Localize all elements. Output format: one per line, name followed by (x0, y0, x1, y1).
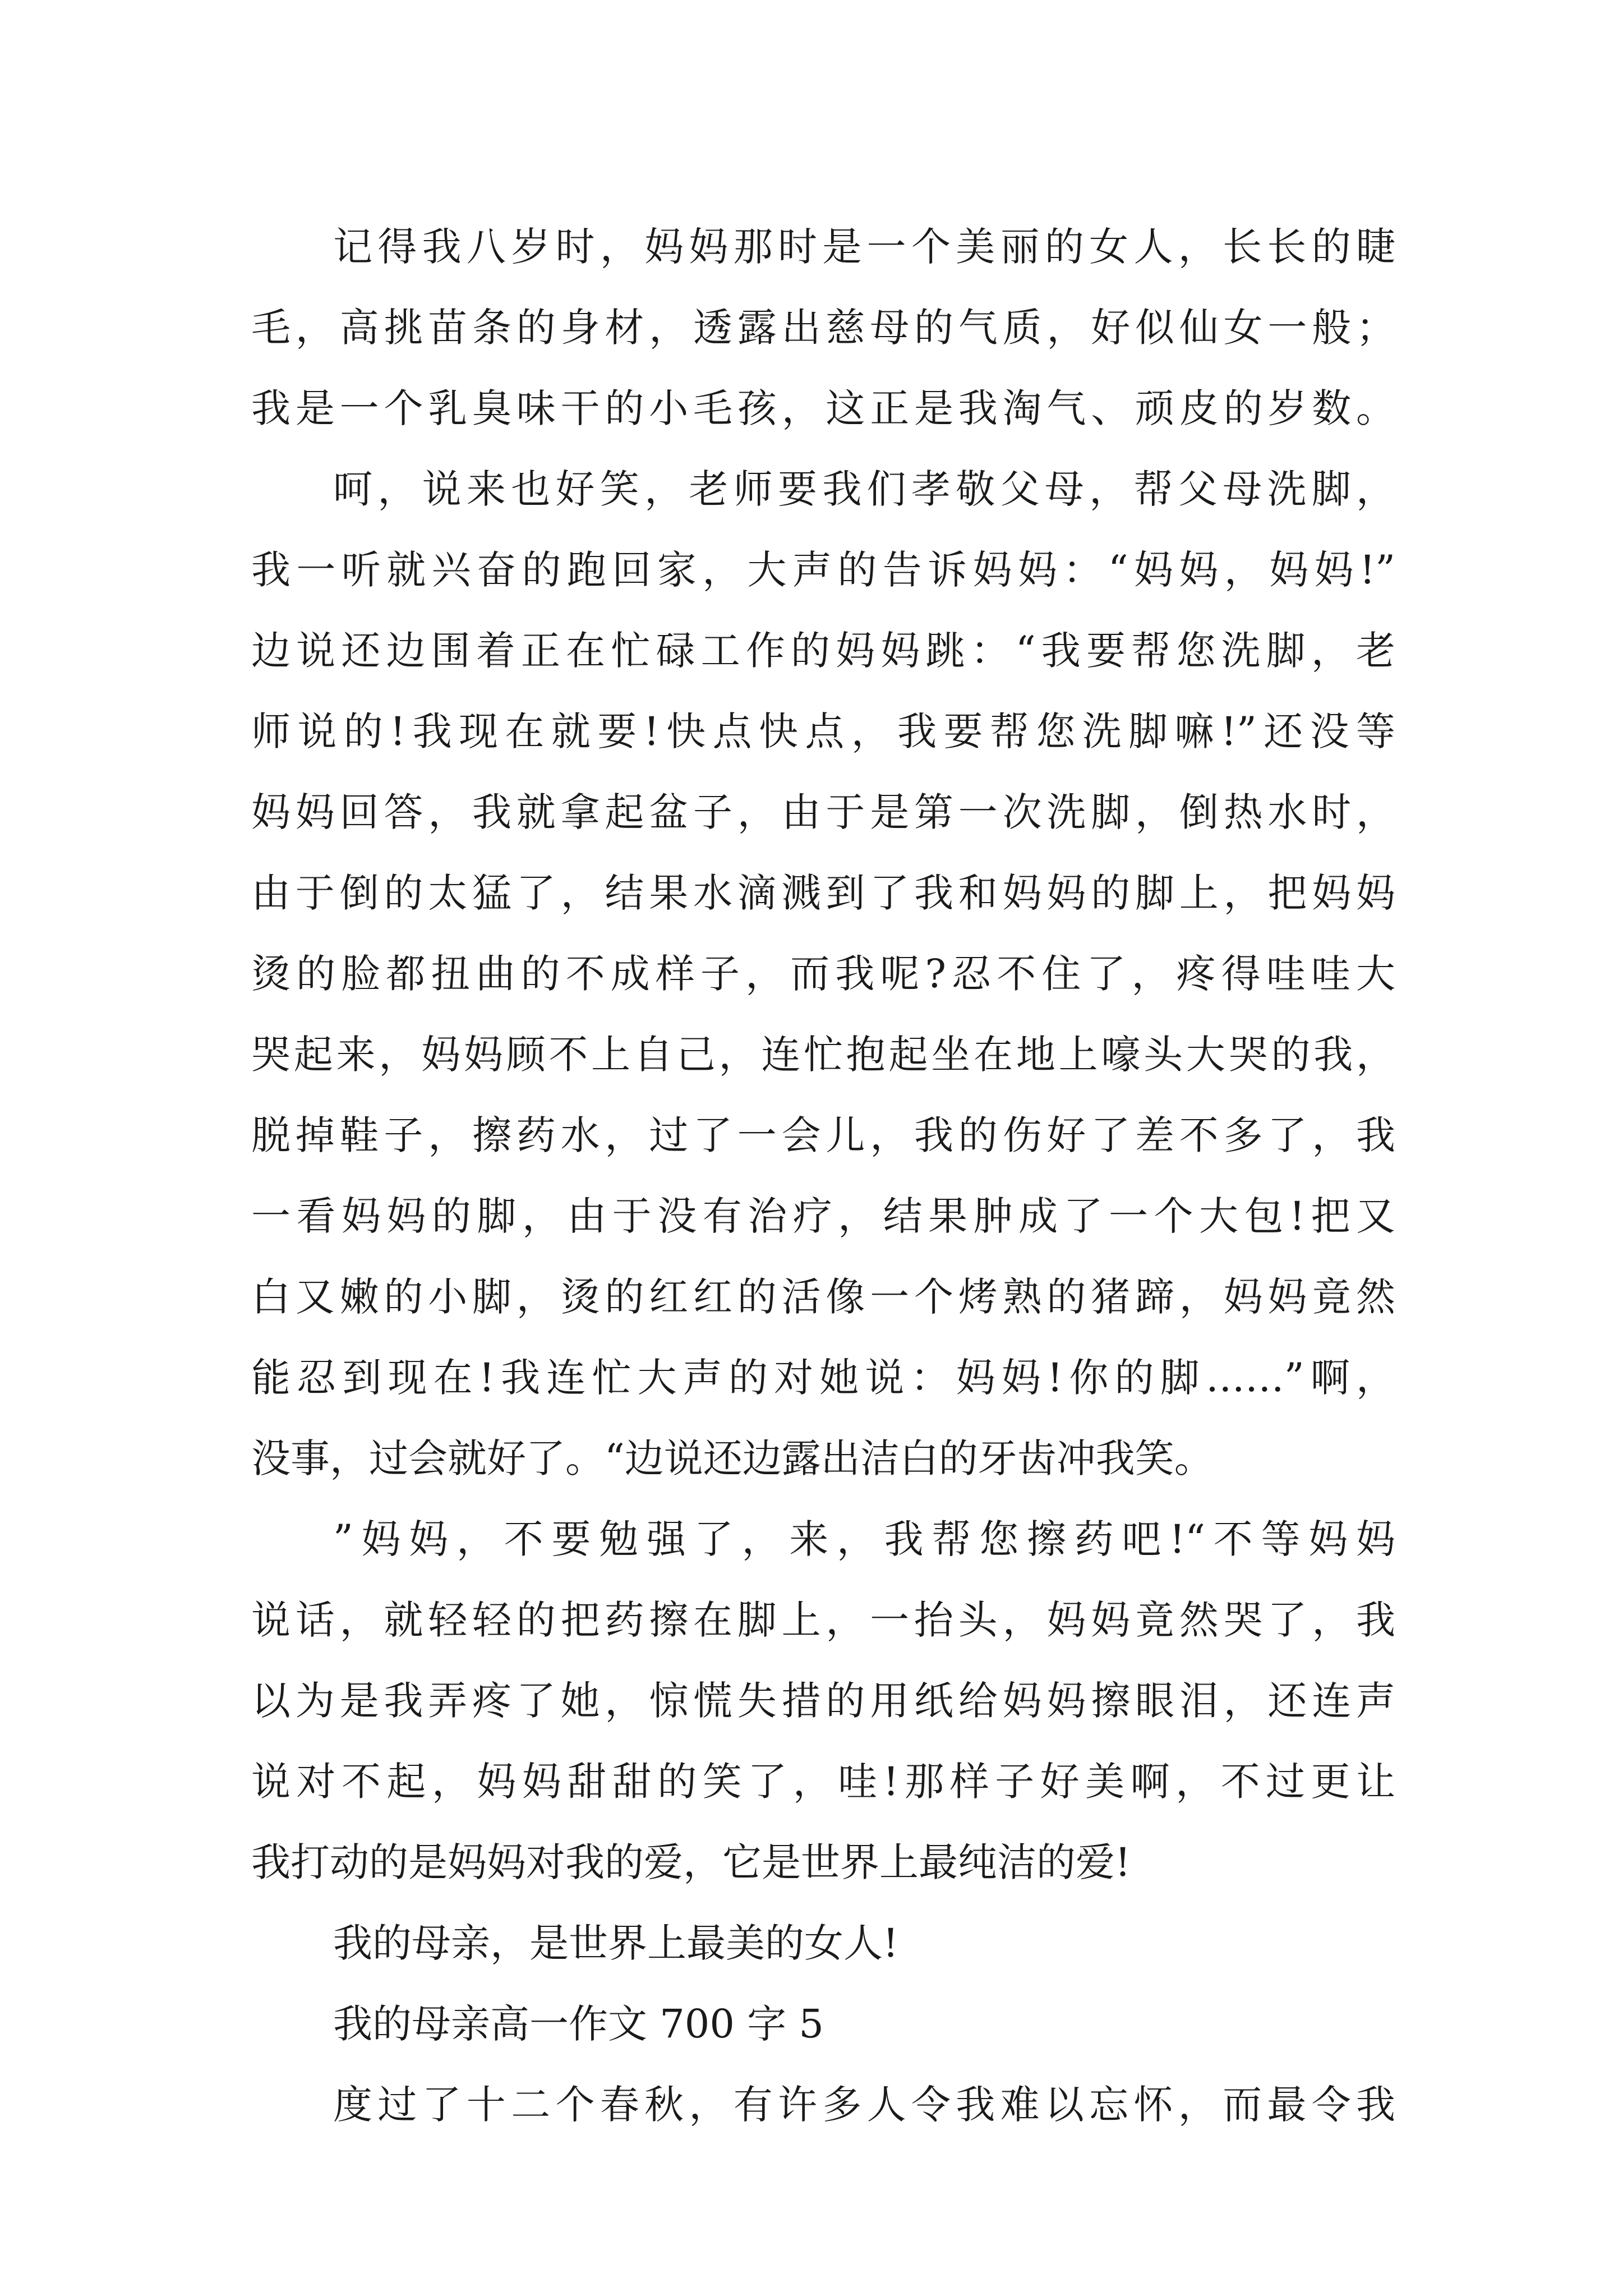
paragraph-line: 师说的!我现在就要!快点快点，我要帮您洗脚嘛!”还没等 (251, 708, 1395, 754)
paragraph-line: 我的母亲，是世界上最美的女人! (333, 1920, 899, 1966)
paragraph-line: 度过了十二个春秋，有许多人令我难以忘怀，而最令我 (333, 2082, 1395, 2128)
paragraph-line: 脱掉鞋子，擦药水，过了一会儿，我的伤好了差不多了，我 (251, 1112, 1395, 1158)
paragraph-line: 哭起来，妈妈顾不上自己，连忙抱起坐在地上嚎头大哭的我， (251, 1032, 1395, 1078)
paragraph-line: 妈妈回答，我就拿起盆子，由于是第一次洗脚，倒热水时， (251, 789, 1395, 835)
paragraph-line: 由于倒的太猛了，结果水滴溅到了我和妈妈的脚上，把妈妈 (251, 870, 1395, 916)
paragraph-line: 以为是我弄疼了她，惊慌失措的用纸给妈妈擦眼泪，还连声 (251, 1678, 1395, 1724)
paragraph-line: 记得我八岁时，妈妈那时是一个美丽的女人，长长的睫 (333, 224, 1395, 270)
paragraph-line: 我是一个乳臭味干的小毛孩，这正是我淘气、顽皮的岁数。 (251, 385, 1395, 431)
paragraph-line: 没事，过会就好了。“边说还边露出洁白的牙齿冲我笑。 (251, 1435, 1214, 1481)
paragraph-line: 说话，就轻轻的把药擦在脚上，一抬头，妈妈竟然哭了，我 (251, 1597, 1395, 1643)
paragraph-line: ”妈妈，不要勉强了，来，我帮您擦药吧!“不等妈妈 (333, 1516, 1395, 1562)
paragraph-line: 边说还边围着正在忙碌工作的妈妈跳：“我要帮您洗脚，老 (251, 628, 1395, 674)
essay-body (251, 206, 1395, 2145)
paragraph-line: 我一听就兴奋的跑回家，大声的告诉妈妈：“妈妈，妈妈!” (251, 547, 1395, 593)
paragraph-line: 烫的脸都扭曲的不成样子，而我呢?忍不住了，疼得哇哇大 (251, 951, 1395, 997)
paragraph-line: 白又嫩的小脚，烫的红红的活像一个烤熟的猪蹄，妈妈竟然 (251, 1274, 1395, 1320)
paragraph-line: 一看妈妈的脚，由于没有治疗，结果肿成了一个大包!把又 (251, 1193, 1395, 1239)
paragraph-line: 毛，高挑苗条的身材，透露出慈母的气质，好似仙女一般； (251, 305, 1395, 351)
paragraph-line: 说对不起，妈妈甜甜的笑了，哇!那样子好美啊，不过更让 (251, 1759, 1395, 1805)
paragraph-line: 呵，说来也好笑，老师要我们孝敬父母，帮父母洗脚， (333, 466, 1395, 512)
paragraph-line: 能忍到现在!我连忙大声的对她说：妈妈!你的脚……”啊， (251, 1355, 1395, 1401)
section-heading: 我的母亲高一作文 700 字 5 (333, 2001, 824, 2047)
paragraph-line: 我打动的是妈妈对我的爱，它是世界上最纯洁的爱! (251, 1839, 1131, 1885)
